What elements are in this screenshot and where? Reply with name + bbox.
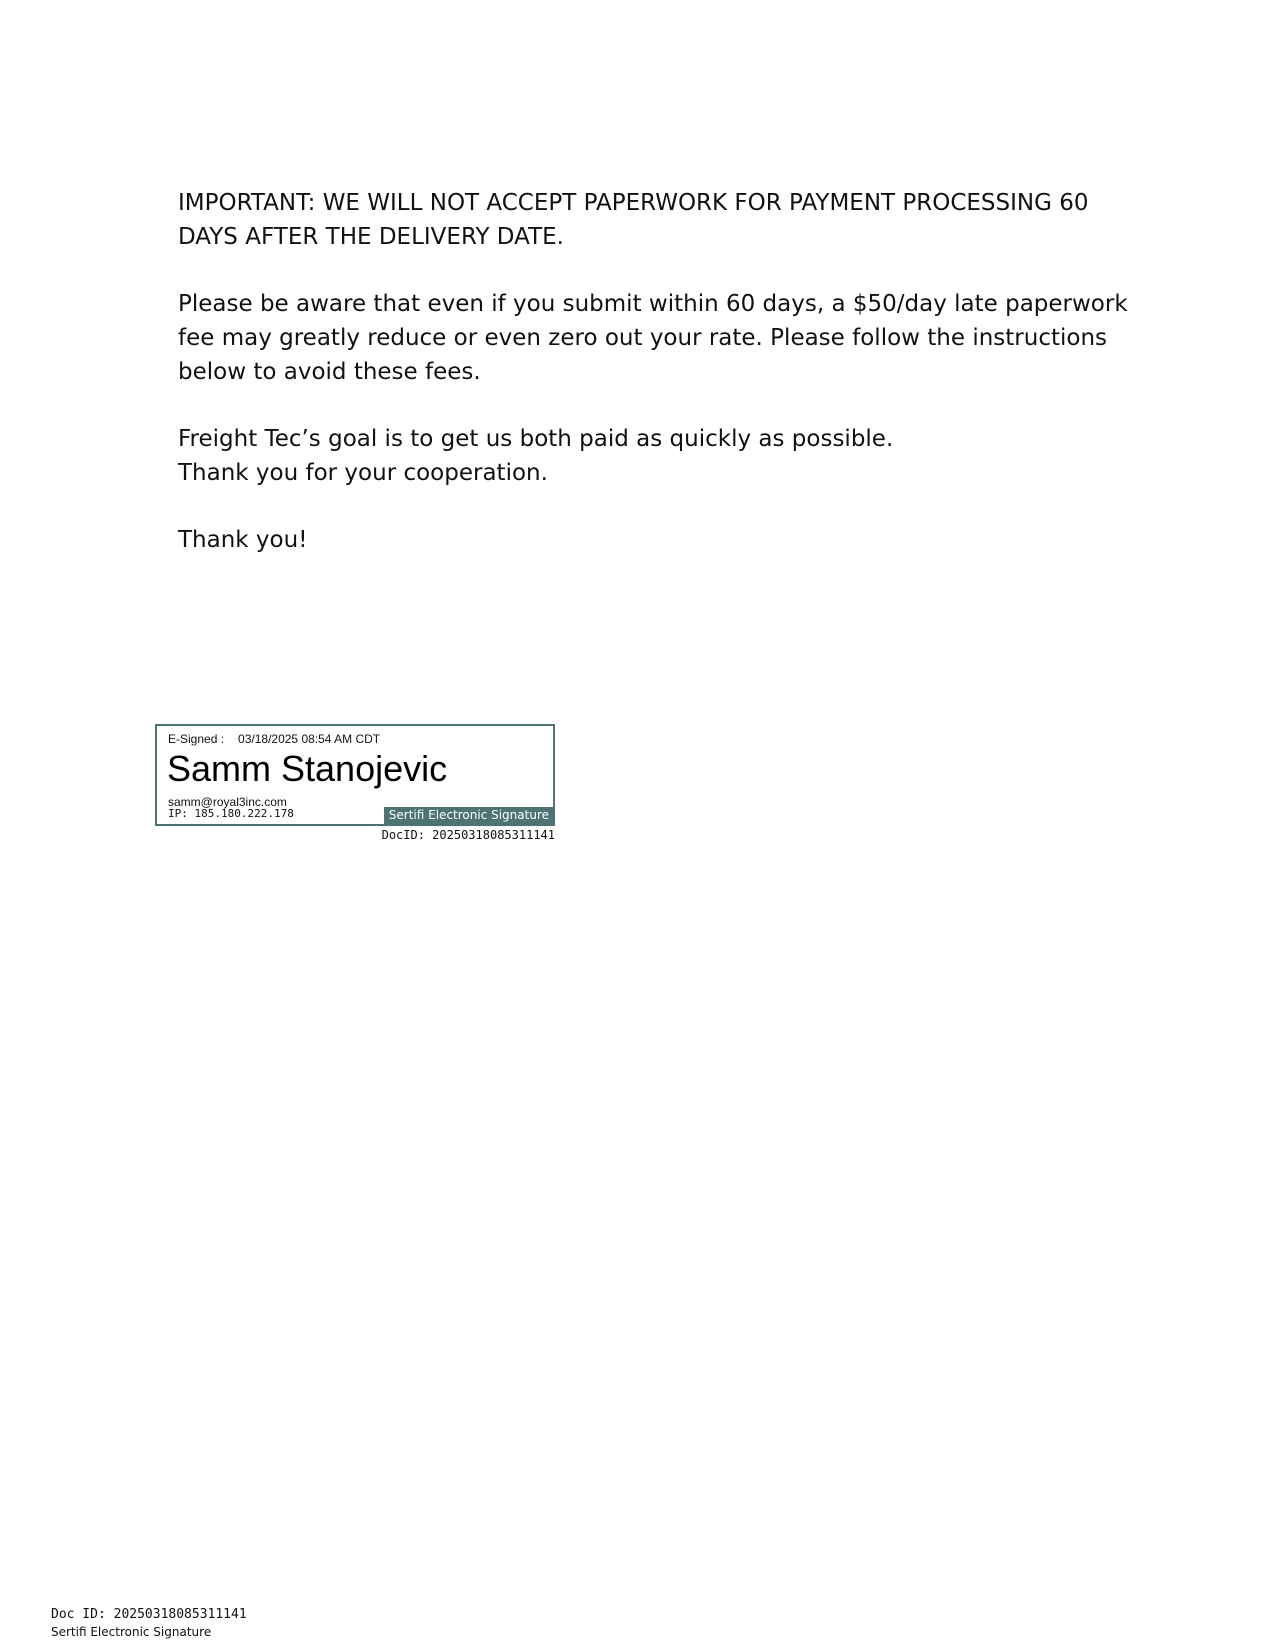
signer-ip: IP: 185.180.222.178 — [168, 807, 294, 820]
late-fee-notice-line-3: below to avoid these fees. — [178, 359, 481, 385]
electronic-signature-block — [155, 724, 555, 826]
late-fee-notice-line-1: Please be aware that even if you submit within 60 days, a $50/day late paperwork — [178, 291, 1128, 317]
signature-brand-badge: Sertifi Electronic Signature — [384, 807, 553, 824]
signer-name: Samm Stanojevic — [167, 748, 448, 789]
esigned-label: E-Signed : — [168, 732, 225, 746]
signature-timestamp: 03/18/2025 08:54 AM CDT — [238, 732, 381, 746]
goal-line: Freight Tec’s goal is to get us both paid as quickly as possible. — [178, 426, 894, 452]
signer-email: samm@royal3inc.com — [168, 795, 287, 809]
late-fee-notice — [178, 287, 1128, 389]
cooperation-line: Thank you for your cooperation. — [178, 460, 548, 486]
document-body — [178, 186, 1128, 557]
important-notice-line-1: IMPORTANT: WE WILL NOT ACCEPT PAPERWORK FOR PAYMENT PROCESSING 60 — [178, 190, 1089, 216]
late-fee-notice-line-2: fee may greatly reduce or even zero out your rate. Please follow the instructions — [178, 325, 1108, 351]
important-notice-line-2: DAYS AFTER THE DELIVERY DATE. — [178, 224, 564, 250]
closing-thanks — [178, 523, 1098, 557]
signature-doc-id: DocID: 20250318085311141 — [381, 828, 555, 842]
footer-brand: Sertifi Electronic Signature — [51, 1625, 212, 1639]
goal-paragraph — [178, 422, 1098, 490]
important-notice — [178, 186, 1098, 254]
page-footer — [51, 1606, 247, 1640]
thanks-line: Thank you! — [178, 527, 308, 553]
signature-meta — [168, 732, 380, 746]
footer-doc-id: Doc ID: 20250318085311141 — [51, 1607, 247, 1622]
